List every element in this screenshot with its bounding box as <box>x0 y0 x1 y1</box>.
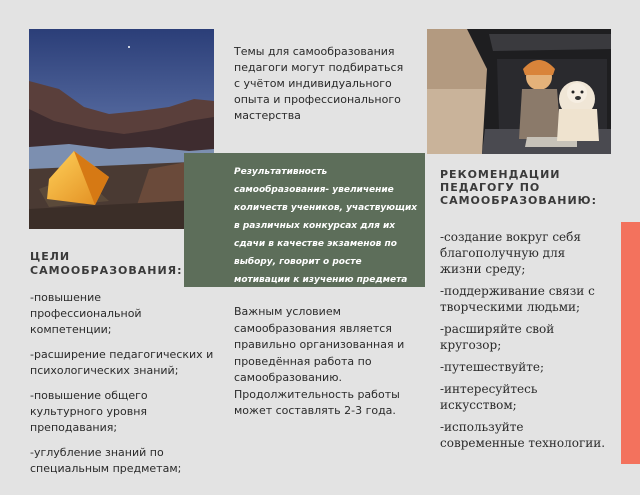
intro-text: Темы для самообразования педагоги могут подбираться с учётом индивидуального опыта и профессионального мастерства <box>234 45 404 122</box>
recommendation-item: -создание вокруг себя благополучную для жизни среду; <box>440 230 581 276</box>
recommendation-item: -интересуйтесь искусством; <box>440 382 538 412</box>
goal-item: -повышение профессиональной компетенции; <box>30 291 142 336</box>
goals-list <box>30 290 216 486</box>
recommendation-item: -путешествуйте; <box>440 360 545 374</box>
car-trip-photo <box>427 29 611 154</box>
accent-bar <box>621 222 640 464</box>
goal-item: -углубление знаний по специальным предметам; <box>30 446 182 475</box>
recommendation-item: -расширяйте свой кругозор; <box>440 322 555 352</box>
recommendations-list <box>440 229 610 457</box>
goal-item: -повышение общего культурного уровня преподавания; <box>30 389 148 434</box>
result-note-text: Результативность самообразования- увеличение количеств учеников, участвующих в различных конкурсах для их сдачи в качестве экзаменов по выбору, говорит о росте мотивации к изучению предмета <box>234 167 418 285</box>
goal-item: -расширение педагогических и психологических знаний; <box>30 348 214 377</box>
goals-heading: ЦЕЛИ САМООБРАЗОВАНИЯ: <box>30 250 183 277</box>
recommendations-heading: РЕКОМЕНДАЦИИ ПЕДАГОГУ ПО САМООБРАЗОВАНИЮ: <box>440 168 597 207</box>
recommendation-item: -поддерживание связи с творческими людьми; <box>440 284 595 314</box>
result-callout <box>184 153 425 287</box>
recommendation-item: -используйте современные технологии. <box>440 420 606 450</box>
condition-text: Важным условием самообразования является правильно организованная и проведённая работа по самообразованию. Продолжительность работы может составлять 2-3 года. <box>234 305 405 417</box>
